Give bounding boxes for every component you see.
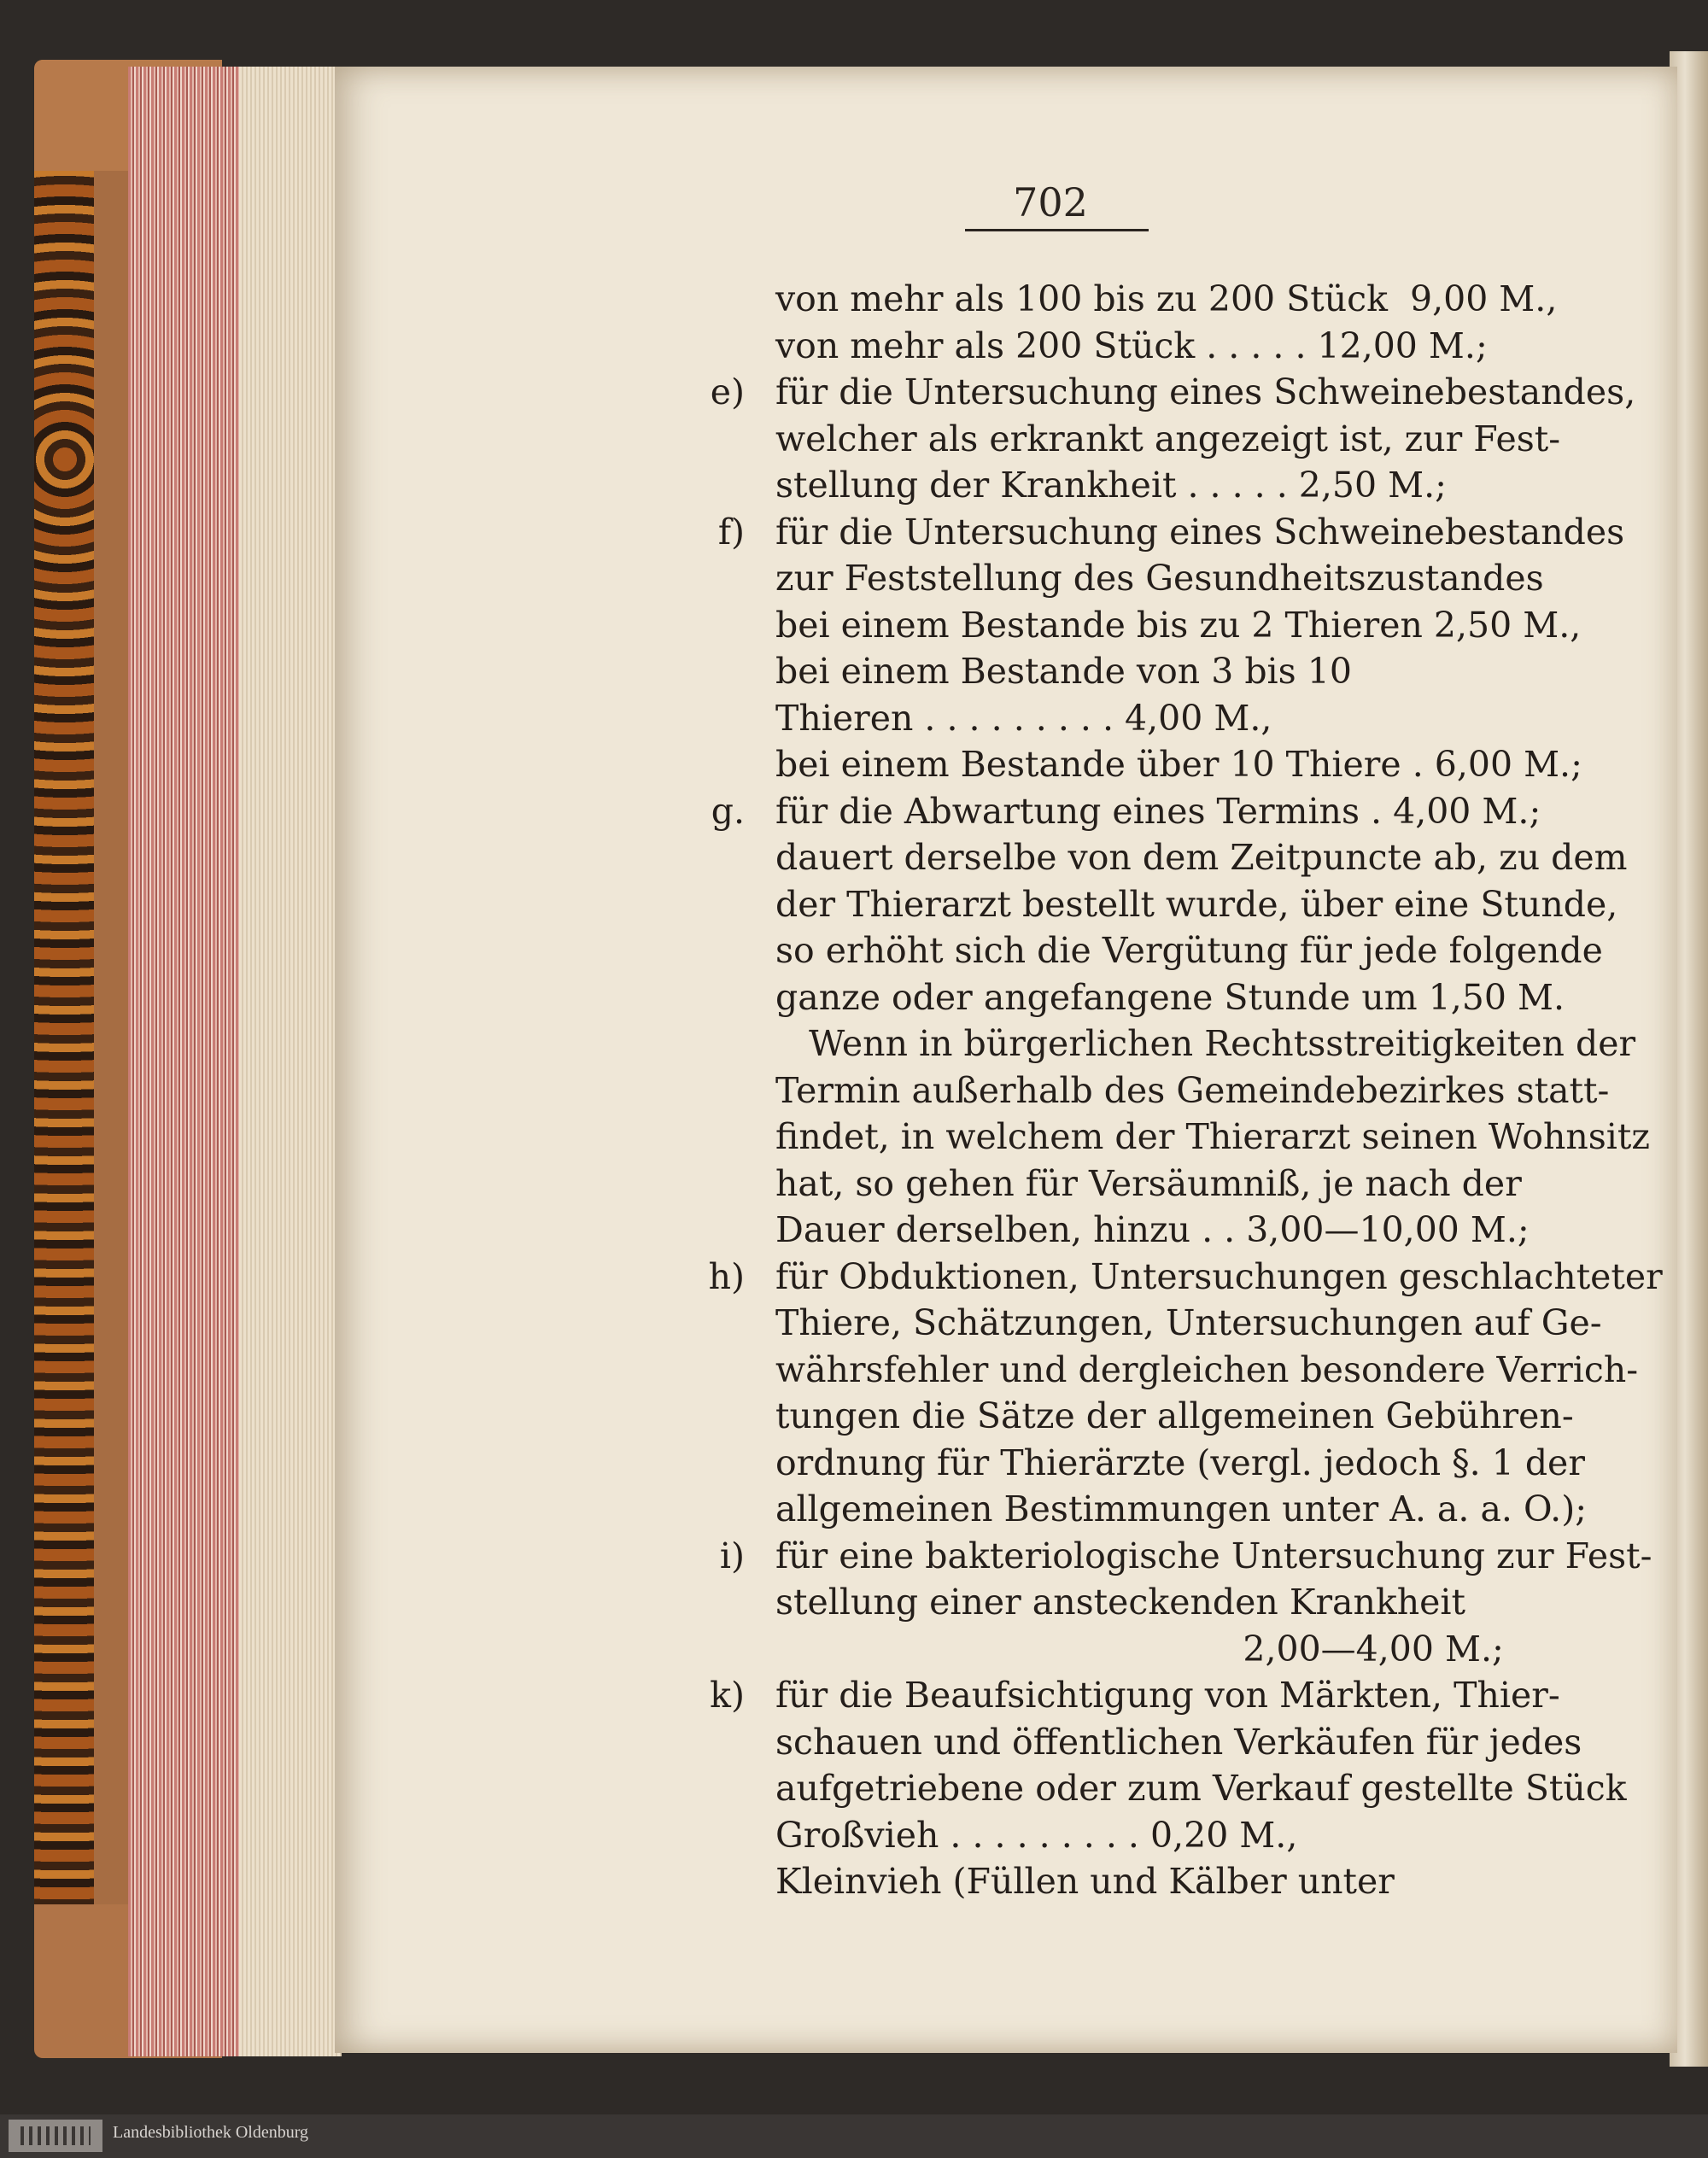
text-line: Thiere, Schätzungen, Untersuchungen auf Ge- [775, 1302, 1602, 1343]
text-line: Dauer derselben, hinzu . . 3,00—10,00 M.; [775, 1209, 1530, 1250]
text-line: hat, so gehen für Versäumniß, je nach der [775, 1163, 1522, 1204]
text-line: für die Untersuchung eines Schweinebestandes, [775, 371, 1636, 412]
text-line: tungen die Sätze der allgemeinen Gebühren- [775, 1395, 1574, 1436]
text-line: für eine bakteriologische Untersuchung zur Fest- [775, 1535, 1652, 1576]
text-line: von mehr als 100 bis zu 200 Stück 9,00 M., [775, 278, 1558, 319]
text-line: so erhöht sich die Vergütung für jede folgende [775, 930, 1603, 971]
text-line: Thieren . . . . . . . . . 4,00 M., [775, 698, 1272, 739]
header-rule [965, 229, 1149, 231]
text-line: für die Abwartung eines Termins . 4,00 M.; [775, 791, 1541, 832]
text-line: für Obduktionen, Untersuchungen geschlachteter [775, 1256, 1663, 1297]
item-label: g. [711, 791, 745, 832]
text-line: von mehr als 200 Stück . . . . . 12,00 M.; [775, 325, 1488, 366]
page-number: 702 [1013, 179, 1088, 225]
item-label: i) [719, 1535, 745, 1576]
text-line: Kleinvieh (Füllen und Kälber unter [775, 1861, 1395, 1902]
text-line: Wenn in bürgerlichen Rechtsstreitigkeiten der [775, 1023, 1636, 1064]
text-line: dauert derselbe von dem Zeitpuncte ab, zu dem [775, 837, 1628, 878]
text-line: findet, in welchem der Thierarzt seinen Wohnsitz [775, 1116, 1650, 1157]
item-label: f) [717, 512, 745, 553]
text-line: ganze oder angefangene Stunde um 1,50 M. [775, 977, 1565, 1018]
text-line: Termin außerhalb des Gemeindebezirkes statt- [775, 1070, 1610, 1111]
text-line: allgemeinen Bestimmungen unter A. a. a. O.); [775, 1488, 1588, 1529]
text-line: für die Beaufsichtigung von Märkten, Thier- [775, 1675, 1560, 1716]
footer-library-name: Landesbibliothek Oldenburg [113, 2123, 309, 2142]
text-line: zur Feststellung des Gesundheitszustandes [775, 558, 1544, 599]
text-line: der Thierarzt bestellt wurde, über eine Stunde, [775, 884, 1618, 925]
text-line: ordnung für Thierärzte (vergl. jedoch §. 1 der [775, 1442, 1585, 1483]
text-line: bei einem Bestande bis zu 2 Thieren 2,50 M., [775, 605, 1582, 646]
text-line: währsfehler und dergleichen besondere Verrich- [775, 1349, 1639, 1390]
item-label: k) [710, 1675, 745, 1716]
text-line: welcher als erkrankt angezeigt ist, zur Fest- [775, 418, 1561, 459]
item-label: h) [708, 1256, 745, 1297]
text-line: schauen und öffentlichen Verkäufen für jedes [775, 1722, 1582, 1763]
text-line: stellung der Krankheit . . . . . 2,50 M.; [775, 465, 1447, 506]
text-line: bei einem Bestande von 3 bis 10 [775, 651, 1352, 692]
item-label: e) [710, 371, 745, 412]
text-line: aufgetriebene oder zum Verkauf gestellte Stück [775, 1768, 1627, 1809]
text-line: für die Untersuchung eines Schweinebestandes [775, 512, 1625, 553]
library-building-icon [9, 2120, 102, 2152]
page-block-edges-light [239, 67, 342, 2056]
text-line: Großvieh . . . . . . . . . 0,20 M., [775, 1815, 1298, 1856]
text-line: bei einem Bestande über 10 Thiere . 6,00 M.; [775, 744, 1582, 785]
text-line: 2,00—4,00 M.; [775, 1629, 1504, 1670]
text-line: stellung einer ansteckenden Krankheit [775, 1582, 1466, 1623]
